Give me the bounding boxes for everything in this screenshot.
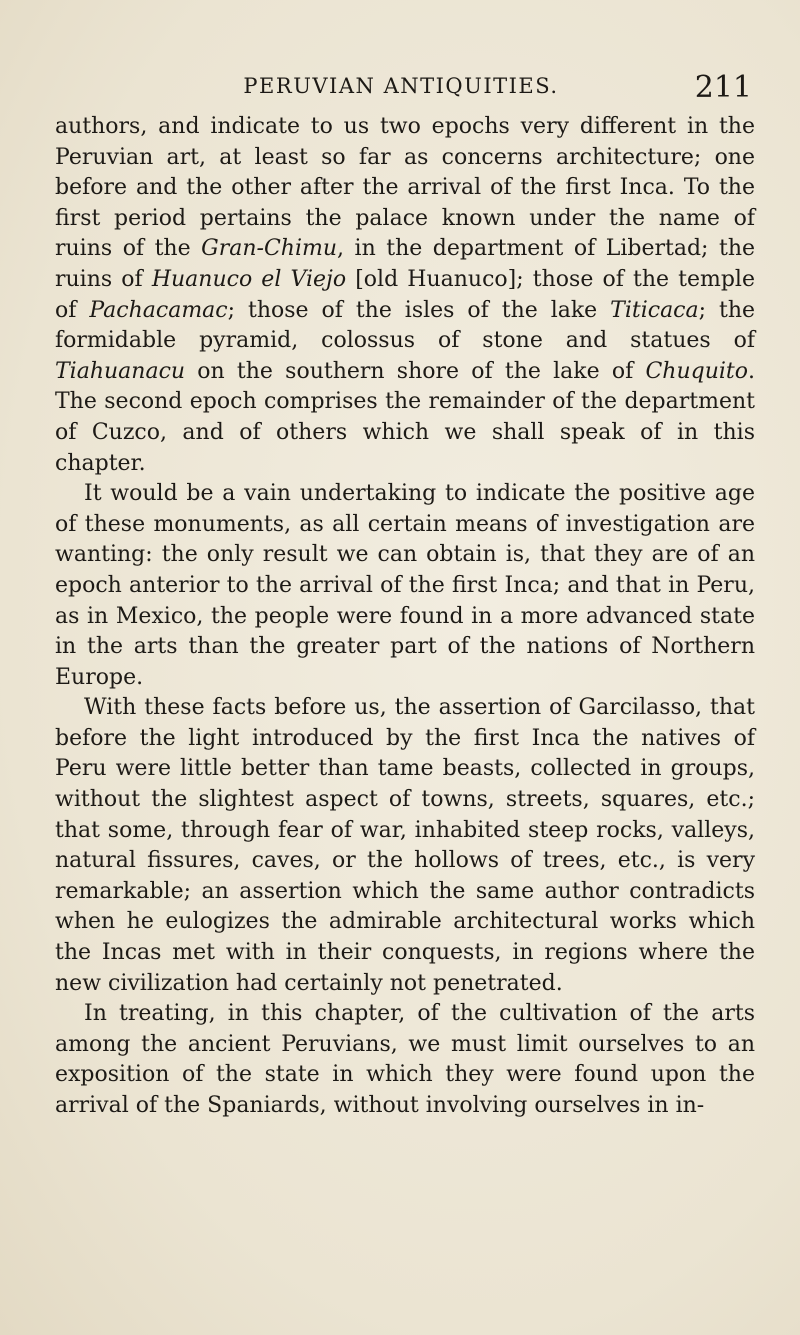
paragraph-text: , in the department of Libertad; the ruins of: [55, 236, 756, 292]
italic-place-name: Pachacamac: [89, 297, 228, 323]
paragraph-text: on the southern shore of the lake of: [185, 358, 646, 384]
italic-place-name: Chuquito: [645, 358, 748, 384]
paragraph-2: It would be a vain undertaking to indicate the positive age of these monuments, as all certain means of investigation are wanting: the only result we can obtain is, that they are of an epoch anterior to the arrival of the first Inca; and that in Peru, as in Mexico, the people were found in a more advanced state in the arts than the greater part of the nations of Northern Europe.: [55, 481, 755, 690]
paragraph-text: authors, and indicate to us two epochs very different in the Peruvian art, at least so far as concerns architecture; one before and the other after the arrival of the first Inca. To the first period pertains the palace known under the name of ruins of the: [55, 114, 755, 262]
italic-place-name: Titicaca: [610, 297, 699, 323]
paragraph-text: . The second epoch comprises the remainder of the department of Cuzco, and of others which we shall speak of in this chapter.: [55, 358, 755, 476]
paragraph-3: With these facts before us, the assertion of Garcilasso, that before the light introduced by the first Inca the natives of Peru were little better than tame beasts, collected in groups, without the slightest aspect of towns, streets, squares, etc.; that some, through fear of war, inhabited steep rocks, valleys, natural fissures, caves, or the hollows of trees, etc., is very remarkable; an assertion which the same author contradicts when he eulogizes the admirable architectural works which the Incas met with in their conquests, in regions where the new civilization had certainly not penetrated.: [55, 695, 755, 996]
page-header: [50, 70, 752, 110]
italic-place-name: Gran-Chimu: [201, 236, 338, 262]
paragraph-4: In treating, in this chapter, of the cultivation of the arts among the ancient Peruvians, we must limit ourselves to an exposition of the state in which they were found upon the arrival of the Spaniards, without involving ourselves in in-: [55, 1001, 755, 1118]
page-number: 211: [694, 70, 752, 105]
body-text: [55, 112, 755, 1122]
italic-place-name: Huanuco el Viejo: [151, 266, 347, 292]
paragraph-text: ; the formidable pyramid, colossus of stone and statues of: [55, 297, 756, 354]
paragraph-text: [old Huanuco]; those of the temple of: [55, 266, 755, 323]
italic-place-name: Tiahuanacu: [55, 358, 186, 384]
paragraph-text: ; those of the isles of the lake: [227, 297, 611, 323]
running-head: PERUVIAN ANTIQUITIES.: [243, 74, 559, 98]
paragraph-1: [55, 112, 755, 479]
